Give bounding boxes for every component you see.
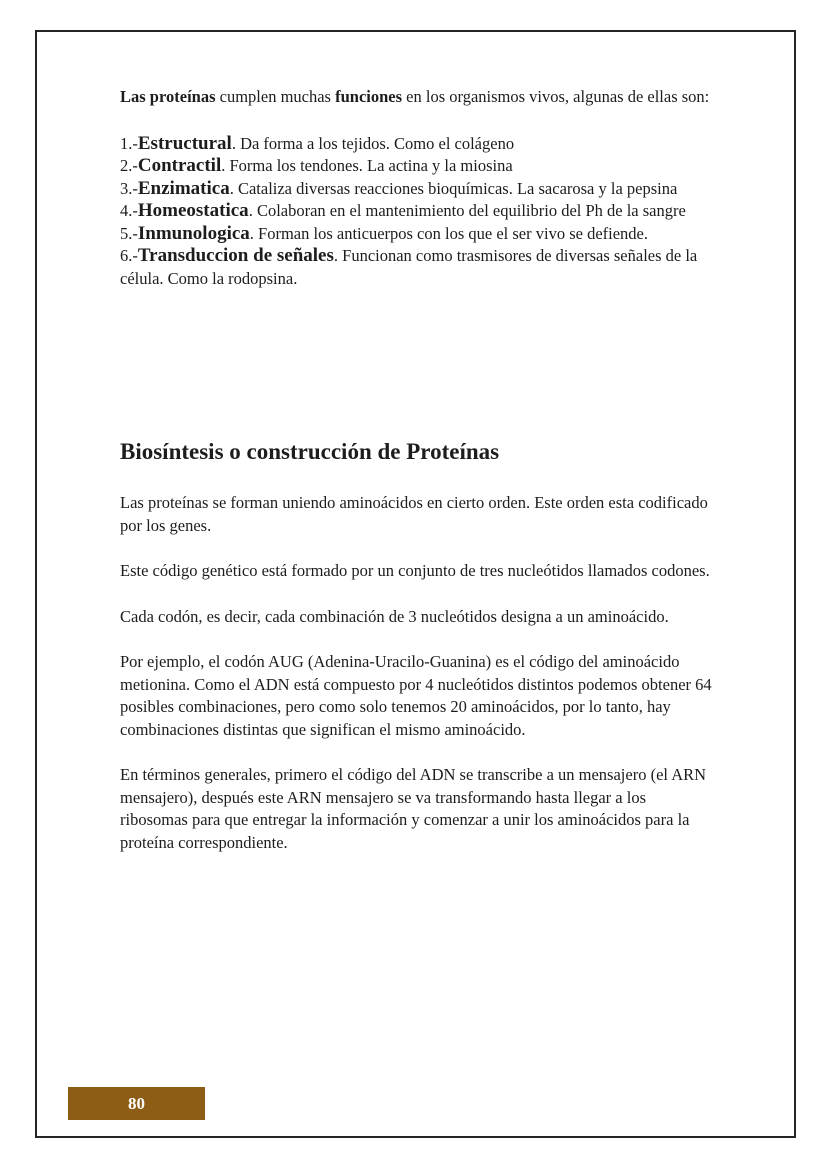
item-text: . Forma los tendones. La actina y la miosina: [221, 156, 513, 175]
item-text: . Funcionan como trasmisores de diversas señales de la célula. Como la rodopsina.: [120, 246, 698, 288]
intro-bold-proteinas: Las proteínas: [120, 87, 216, 106]
item-term: Transduccion de señales: [137, 245, 334, 266]
item-term: Inmunologica: [137, 222, 250, 244]
function-item-inmunologica: [120, 223, 716, 246]
page-number-badge: [68, 1087, 205, 1120]
function-item-enzimatica: [120, 178, 716, 201]
item-text: . Da forma a los tejidos. Como el colágeno: [231, 133, 515, 153]
function-item-estructural: [120, 133, 716, 156]
item-prefix: 3.-: [120, 178, 138, 198]
item-prefix: 2.-: [120, 156, 138, 175]
paragraph-codigo-genetico: Este código genético está formado por un conjunto de tres nucleótidos llamados codones.: [120, 561, 710, 580]
item-text: . Forman los anticuerpos con los que el ser vivo se defiende.: [249, 223, 648, 243]
intro-bold-funciones: funciones: [335, 87, 403, 106]
function-item-contractil: [120, 155, 716, 178]
intro-text-1: cumplen muchas: [215, 87, 336, 106]
item-text: . Colaboran en el mantenimiento del equilibrio del Ph de la sangre: [248, 201, 686, 220]
function-item-transduccion: [120, 245, 716, 290]
item-term: Enzimatica: [137, 177, 230, 199]
item-prefix: 6.-: [120, 246, 138, 265]
intro-text-2: en los organismos vivos, algunas de ellas son:: [402, 87, 710, 106]
paragraph-genes: Las proteínas se forman uniendo aminoácidos en cierto orden. Este orden esta codificado por los genes.: [120, 493, 708, 535]
paragraph-terminos-generales: En términos generales, primero el código del ADN se transcribe a un mensajero (el ARN mensajero), después este ARN mensajero se va transformando hasta llegar a los ribosomas para que entregar la información y comenzar a unir los aminoácidos para la proteína correspondiente.: [120, 765, 707, 852]
item-prefix: 1.-: [120, 133, 138, 153]
intro-paragraph: [120, 86, 716, 109]
item-term: Contractil: [137, 155, 222, 176]
section-title: Biosíntesis o construcción de Proteínas: [120, 439, 500, 464]
function-item-homeostatica: [120, 200, 716, 223]
item-text: . Cataliza diversas reacciones bioquímicas. La sacarosa y la pepsina: [229, 178, 678, 198]
page-content: [120, 86, 716, 877]
paragraph-aug-ejemplo: Por ejemplo, el codón AUG (Adenina-Uracilo-Guanina) es el código del aminoácido metionina. Como el ADN está compuesto por 4 nucleótidos distintos podemos obtener 64 posibles combinaciones, pero como solo tenemos 20 aminoácidos, por lo tanto, hay combinaciones distintas que significan el mismo aminoácido.: [120, 652, 712, 739]
page-number: 80: [128, 1093, 145, 1113]
item-prefix: 5.-: [120, 223, 138, 243]
item-prefix: 4.-: [120, 201, 138, 220]
item-term: Estructural: [137, 132, 232, 154]
functions-list: [120, 133, 716, 291]
item-term: Homeostatica: [137, 200, 249, 221]
paragraph-codon: Cada codón, es decir, cada combinación de 3 nucleótidos designa a un aminoácido.: [120, 606, 669, 626]
